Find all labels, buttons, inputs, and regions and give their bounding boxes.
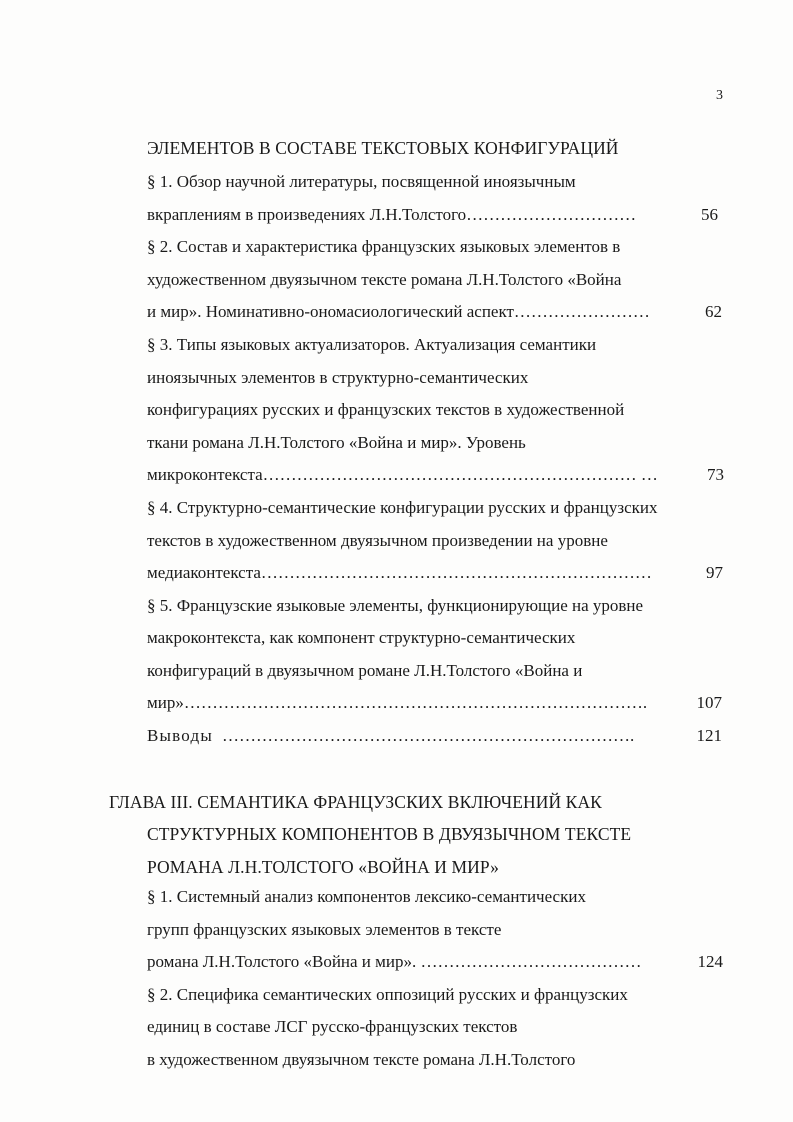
toc-page-number: 124 [697, 952, 723, 971]
toc-entry-line: § 2. Состав и характеристика французских языковых элементов в [147, 237, 621, 256]
toc-entry-line: § 4. Структурно-семантические конфигурации русских и французских [147, 498, 658, 517]
toc-entry-line: § 1. Обзор научной литературы, посвященной иноязычным [147, 172, 576, 191]
toc-entry-line: текстов в художественном двуязычном произведении на уровне [147, 531, 608, 550]
toc-entry-line: мир»………………………………………………………………………. [147, 693, 648, 712]
toc-entry-line: § 1. Системный анализ компонентов лексико-семантических [147, 887, 586, 906]
toc-entry-line: художественном двуязычном тексте романа Л.Н.Толстого «Война [147, 270, 622, 289]
toc-entry-line: медиаконтекста…………………………………………………………… [147, 563, 652, 582]
toc-entry-line: романа Л.Н.Толстого «Война и мир». ………………………………… [147, 952, 642, 971]
toc-page-number: 107 [696, 693, 722, 712]
toc-entry-line: § 3. Типы языковых актуализаторов. Актуализация семантики [147, 335, 597, 354]
toc-entry-line: конфигурациях русских и французских текстов в художественной [147, 400, 625, 419]
toc-entry-line: единиц в составе ЛСГ русско-французских текстов [147, 1017, 518, 1036]
page-number: 3 [716, 88, 723, 103]
toc-entry-line: групп французских языковых элементов в тексте [147, 920, 502, 939]
toc-entry-line: § 2. Специфика семантических оппозиций русских и французских [147, 985, 628, 1004]
toc-page-number: 56 [701, 205, 718, 224]
toc-entry-line: ткани романа Л.Н.Толстого «Война и мир». Уровень [147, 433, 526, 452]
toc-page-number: 62 [705, 302, 722, 321]
conclusions-label: Выводы [147, 726, 213, 745]
toc-entry-line: и мир». Номинативно-ономасиологический аспект…………………… [147, 302, 650, 321]
toc-leader-dots: ………………………………………………………………. [222, 726, 635, 745]
toc-entry-line: микроконтекста………………………………………………………… … [147, 465, 658, 484]
toc-entry-line: макроконтекста, как компонент структурно-семантических [147, 628, 576, 647]
toc-entry-line: конфигураций в двуязычном романе Л.Н.Толстого «Война и [147, 661, 583, 680]
chapter-heading: РОМАНА Л.Н.ТОЛСТОГО «ВОЙНА И МИР» [147, 857, 500, 877]
chapter-heading-continuation: ЭЛЕМЕНТОВ В СОСТАВЕ ТЕКСТОВЫХ КОНФИГУРАЦИЙ [147, 138, 619, 158]
toc-entry-line: § 5. Французские языковые элементы, функционирующие на уровне [147, 596, 644, 615]
toc-entry-line: в художественном двуязычном тексте романа Л.Н.Толстого [147, 1050, 576, 1069]
toc-page-number: 73 [707, 465, 724, 484]
chapter-heading: СТРУКТУРНЫХ КОМПОНЕНТОВ В ДВУЯЗЫЧНОМ ТЕКСТЕ [147, 824, 632, 844]
chapter-heading: ГЛАВА III. СЕМАНТИКА ФРАНЦУЗСКИХ ВКЛЮЧЕНИЙ КАК [109, 792, 602, 812]
toc-page-number: 121 [696, 726, 722, 745]
toc-entry-line: иноязычных элементов в структурно-семантических [147, 368, 529, 387]
toc-entry-line: вкраплениям в произведениях Л.Н.Толстого………………………… [147, 205, 637, 224]
toc-page-number: 97 [706, 563, 723, 582]
